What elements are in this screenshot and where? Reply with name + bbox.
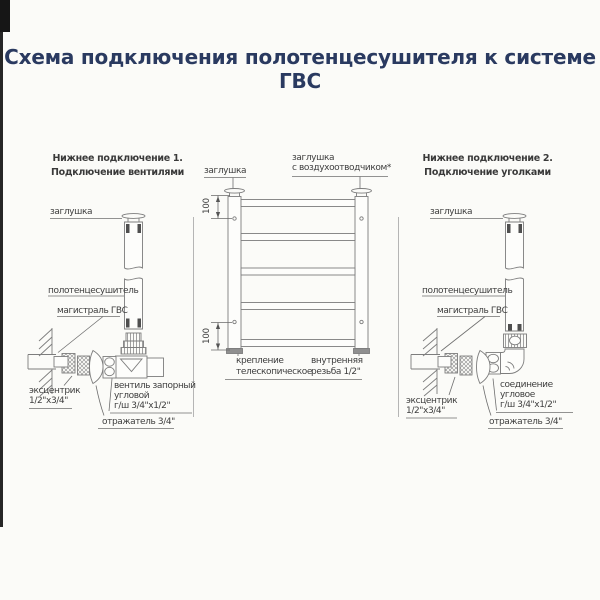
left-eccentric-label <box>29 386 80 407</box>
left-diagram-heading <box>40 152 195 180</box>
dimension-100-bottom: 100 <box>202 328 212 344</box>
left-angle-valve <box>103 333 164 378</box>
left-plug-label: заглушка <box>50 207 93 217</box>
left-heading-line1: Нижнее подключение 1. <box>52 153 183 164</box>
left-towel-rail-label: полотенцесушитель <box>48 285 139 296</box>
center-mount-line1: крепление <box>236 356 284 366</box>
left-valve-line2: угловой <box>114 390 150 401</box>
center-ladder-rail <box>227 197 370 354</box>
right-corner-union-label <box>500 380 556 410</box>
right-diagram-heading <box>410 152 565 180</box>
center-mount-line2: телескопическое <box>236 366 312 377</box>
left-reflector-label: отражатель 3/4" <box>102 417 175 427</box>
right-reflector-label: отражатель 3/4" <box>489 417 562 427</box>
right-corner-line3: г/ш 3/4"x1/2" <box>500 399 557 410</box>
left-heading-line2: Подключение вентилями <box>50 167 185 178</box>
right-heading-line2: Подключение уголками <box>424 167 551 178</box>
right-elbow-fitting <box>486 334 527 374</box>
left-valve-line1: вентиль запорный <box>114 380 196 391</box>
center-air-vent-line2: с воздухоотводчиком* <box>292 163 391 173</box>
center-thread-line1: внутренняя <box>311 356 363 366</box>
right-towel-rail-label: полотенцесушитель <box>422 285 513 296</box>
center-mount-label <box>236 356 312 377</box>
right-hot-water-main-label: магистраль ГВС <box>437 306 508 316</box>
left-hot-water-main-label: магистраль ГВС <box>57 306 128 316</box>
left-reflector-dome <box>90 351 104 384</box>
center-towel-rail-drawing <box>204 177 388 380</box>
dimension-100-top: 100 <box>202 198 212 214</box>
right-wall-and-pipe <box>411 328 451 396</box>
page-title: Схема подключения полотенцесушителя к системе ГВС <box>4 45 596 93</box>
left-valve-label <box>114 381 196 411</box>
right-eccentric-label <box>406 396 457 417</box>
right-corner-line2: угловое <box>500 389 535 400</box>
right-heading-line1: Нижнее подключение 2. <box>422 153 553 164</box>
right-corner-line1: соединение <box>500 379 553 390</box>
center-plugs <box>225 189 372 197</box>
left-valve-line3: г/ш 3/4"x1/2" <box>114 400 171 411</box>
center-air-vent-line1: заглушка <box>292 152 335 163</box>
right-plug-label: заглушка <box>430 207 473 217</box>
center-thread-label <box>311 356 363 377</box>
left-eccentric-line2: 1/2"x3/4" <box>29 396 68 406</box>
center-air-vent-plug-label <box>292 153 391 174</box>
center-plug-label: заглушка <box>204 165 247 176</box>
center-thread-line2: резьба 1/2" <box>311 366 361 377</box>
right-eccentric-line2: 1/2"x3/4" <box>406 406 445 416</box>
left-eccentric-line1: эксцентрик <box>29 385 81 396</box>
right-eccentric-line1: эксцентрик <box>406 395 458 406</box>
